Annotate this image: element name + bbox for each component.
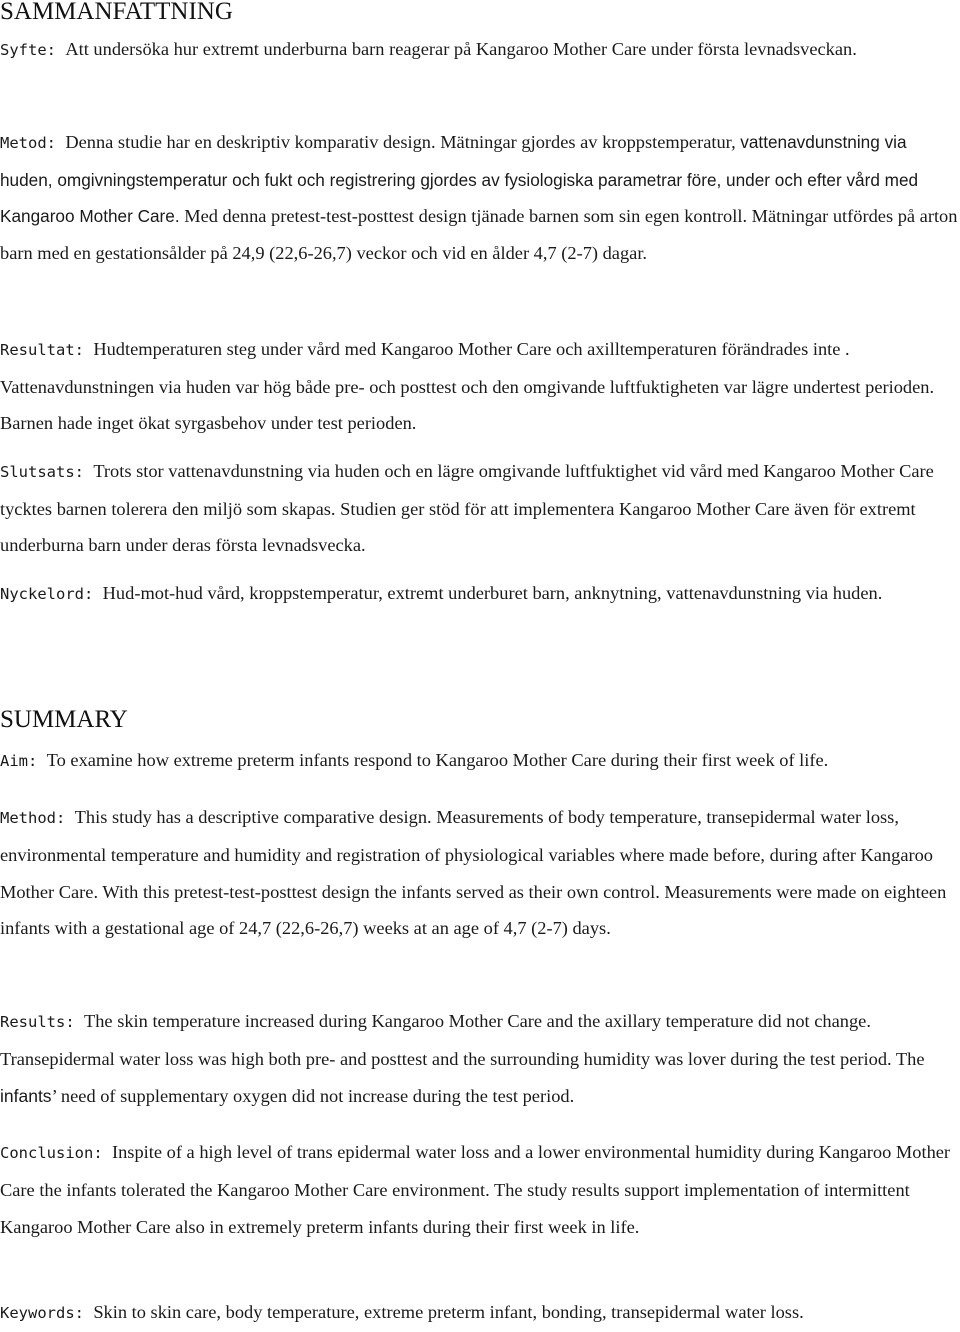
aim-label: Aim: [0, 752, 47, 770]
results-text-c: ’ need of supplementary oxygen did not increase during the test period. [51, 1085, 575, 1106]
keywords-text: Skin to skin care, body temperature, extreme preterm infant, bonding, transepidermal water loss. [93, 1302, 804, 1322]
conclusion-label: Conclusion: [0, 1144, 112, 1162]
keywords-label: Keywords: [0, 1304, 94, 1322]
method-text: This study has a descriptive comparative design. Measurements of body temperature, transepidermal water loss, environmental temperature and humidity and registration of physiological variables where made before, during after Kangaroo Mother Care. With this pretest-test-posttest design the infants served as their own control. Measurements were made on eighteen infants with a gestational age of 24,7 (22,6-26,7) weeks at an age of 4,7 (2-7) days. [0, 807, 947, 939]
syfte-paragraph [0, 31, 960, 69]
metod-text-c: Med denna pretest-test-posttest design tjänade barnen som sin egen kontroll. Mätningar utfördes på arton barn med en gestationsålder på 24,9 (22,6-26,7) veckor och vid en ålder 4,7 (2-7) dagar. [0, 206, 958, 263]
method-paragraph [0, 799, 960, 947]
resultat-label: Resultat: [0, 341, 94, 359]
results-paragraph [0, 1003, 960, 1114]
slutsats-text: Trots stor vattenavdunstning via huden och en lägre omgivande luftfuktighet vid vård med Kangaroo Mother Care tycktes barnen tolerera den miljö som skapas. Studien ger stöd för att implementera Kangaroo Mother Care även för extremt underburna barn under deras första levnadsvecka. [0, 461, 934, 556]
results-label: Results: [0, 1013, 84, 1031]
english-summary-heading: SUMMARY [0, 706, 128, 733]
metod-text-a: Denna studie har en deskriptiv komparativ design. Mätningar gjordes av kroppstemperatur, [65, 132, 736, 152]
syfte-label: Syfte: [0, 41, 66, 59]
metod-text-b: vattenavdunstning via huden, omgivningstemperatur och fukt och registrering gjordes av fysiologiska parametrar före, under och efter vård med Kangaroo Mother Care. [0, 132, 919, 227]
aim-paragraph [0, 742, 960, 780]
aim-text: To examine how extreme preterm infants respond to Kangaroo Mother Care during their first week of life. [46, 750, 829, 770]
metod-label: Metod: [0, 134, 66, 152]
conclusion-text: Inspite of a high level of trans epidermal water loss and a lower environmental humidity during Kangaroo Mother Care the infants tolerated the Kangaroo Mother Care environment. The study results support implementation of intermittent Kangaroo Mother Care also in extremely preterm infants during their first week in life. [0, 1142, 951, 1237]
nyckelord-paragraph [0, 575, 960, 613]
slutsats-label: Slutsats: [0, 463, 94, 481]
method-label: Method: [0, 809, 75, 827]
conclusion-paragraph [0, 1134, 960, 1245]
nyckelord-label: Nyckelord: [0, 585, 103, 603]
resultat-text: Hudtemperaturen steg under vård med Kangaroo Mother Care och axilltemperaturen förändrades inte . Vattenavdunstningen via huden var hög både pre- och posttest och den omgivande luftfuktigheten var lägre undertest perioden. Barnen hade inget ökat syrgasbehov under test perioden. [0, 339, 935, 434]
results-text-b: infants [0, 1085, 52, 1106]
slutsats-paragraph [0, 453, 960, 564]
syfte-text: Att undersöka hur extremt underburna barn reagerar på Kangaroo Mother Care under första levnadsveckan. [65, 39, 857, 59]
keywords-paragraph [0, 1294, 960, 1332]
swedish-summary-heading: SAMMANFATTNING [0, 0, 233, 25]
metod-paragraph [0, 124, 960, 271]
nyckelord-text: Hud-mot-hud vård, kroppstemperatur, extremt underburet barn, anknytning, vattenavdunstning via huden. [102, 583, 883, 603]
results-text-a: The skin temperature increased during Kangaroo Mother Care and the axillary temperature did not change. Transepidermal water loss was high both pre- and posttest and the surrounding humidity was lover during the test period. The [0, 1011, 925, 1069]
resultat-paragraph [0, 331, 960, 442]
